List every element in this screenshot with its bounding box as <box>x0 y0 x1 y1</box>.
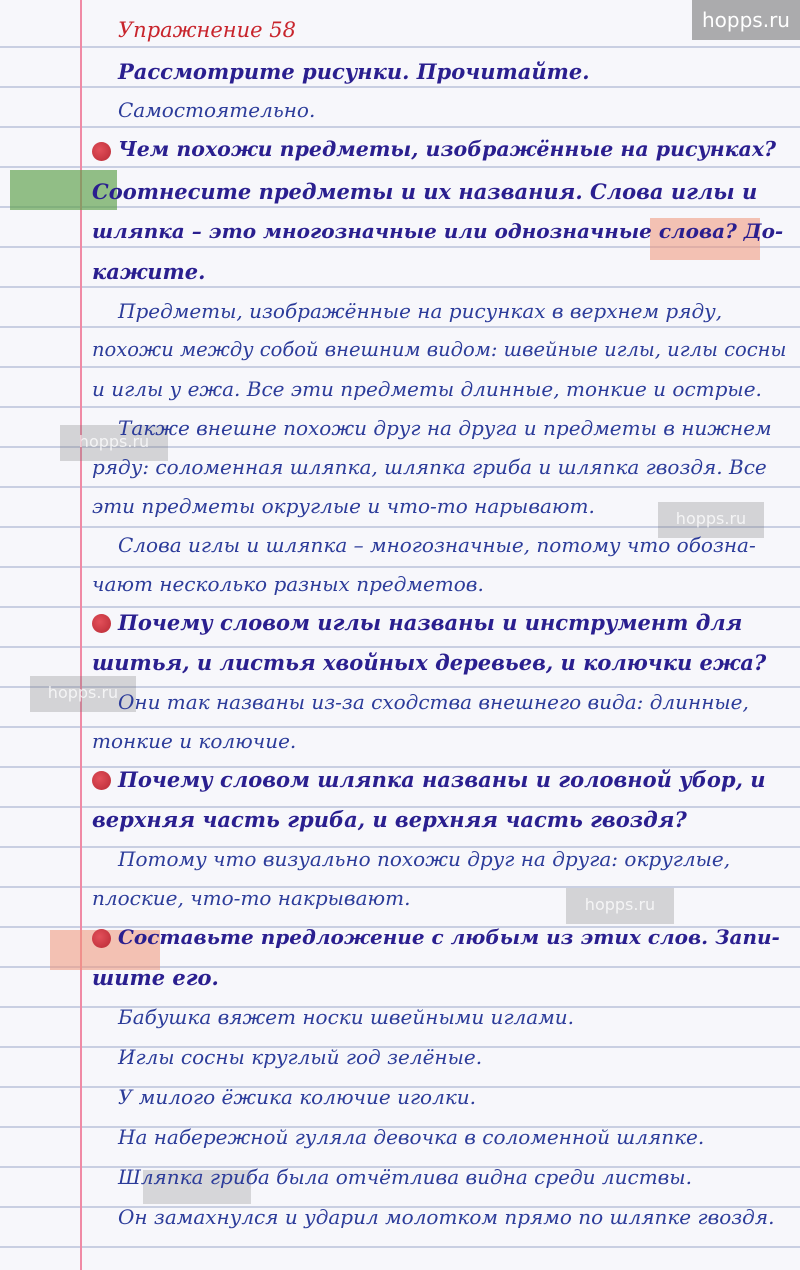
answer-text: У милого ёжика колючие иголки. <box>118 1085 477 1109</box>
task-bullet-icon <box>92 771 111 790</box>
watermark-logo: hopps.ru <box>658 502 764 538</box>
watermark-logo: hopps.ru <box>30 676 136 712</box>
answer-text: Он замахнулся и ударил молотком прямо по шляпке гвоздя. <box>118 1205 775 1229</box>
answer-text: Бабушка вяжет носки швейными иглами. <box>118 1005 575 1029</box>
watermark-logo: hopps.ru <box>692 0 800 40</box>
answer-text: похожи между собой внешним видом: швейные иглы, иглы сосны <box>92 338 787 361</box>
answer-text: Потому что визуально похожи друг на друга: округлые, <box>118 847 731 871</box>
answer-text: ряду: соломенная шляпка, шляпка гриба и шляпка гвоздя. Все <box>92 455 767 479</box>
instruction-text: Самостоятельно. <box>118 98 316 122</box>
task-text: кажите. <box>92 259 206 284</box>
answer-text: Также внешне похожи друг на друга и предметы в нижнем <box>118 416 772 440</box>
answer-text: Они так названы из-за сходства внешнего вида: длинные, <box>118 690 749 714</box>
task-text: шитья, и листья хвойных деревьев, и колючки ежа? <box>92 650 767 675</box>
answer-text: На набережной гуляла девочка в соломенной шляпке. <box>118 1125 705 1149</box>
answer-text: чают несколько разных предметов. <box>92 572 484 596</box>
watermark-logo: hopps.ru <box>566 888 674 924</box>
task-text: Почему словом шляпка названы и головной убор, и <box>118 767 766 792</box>
answer-text: Предметы, изображённые на рисунках в верхнем ряду, <box>118 299 723 323</box>
task-text: Чем похожи предметы, изображённые на рисунках? <box>118 137 777 161</box>
answer-text: и иглы у ежа. Все эти предметы длинные, тонкие и острые. <box>92 377 762 401</box>
instruction-text: Рассмотрите рисунки. Прочитайте. <box>118 59 590 84</box>
answer-text: плоские, что-то накрывают. <box>92 886 411 910</box>
task-bullet-icon <box>92 929 111 948</box>
task-text: верхняя часть гриба, и верхняя часть гвоздя? <box>92 807 687 832</box>
task-text: Соотнесите предметы и их названия. Слова иглы и <box>92 179 758 204</box>
answer-text: эти предметы округлые и что-то нарывают. <box>92 494 595 518</box>
watermark-logo: hopps.ru <box>60 425 168 461</box>
task-bullet-icon <box>92 614 111 633</box>
task-bullet-icon <box>92 142 111 161</box>
task-text: Составьте предложение с любым из этих слов. Запи- <box>118 925 780 949</box>
answer-text: Слова иглы и шляпка – многозначные, потому что обозна- <box>118 533 756 557</box>
answer-text: Шляпка гриба была отчётлива видна среди листвы. <box>118 1165 692 1189</box>
task-text: шляпка – это многозначные или однозначные слова? До- <box>92 219 784 243</box>
exercise-title: Упражнение 58 <box>118 18 296 42</box>
task-text: шите его. <box>92 965 219 990</box>
answer-text: Иглы сосны круглый год зелёные. <box>118 1045 483 1069</box>
answer-text: тонкие и колючие. <box>92 729 297 753</box>
task-text: Почему словом иглы названы и инструмент для <box>118 610 743 635</box>
